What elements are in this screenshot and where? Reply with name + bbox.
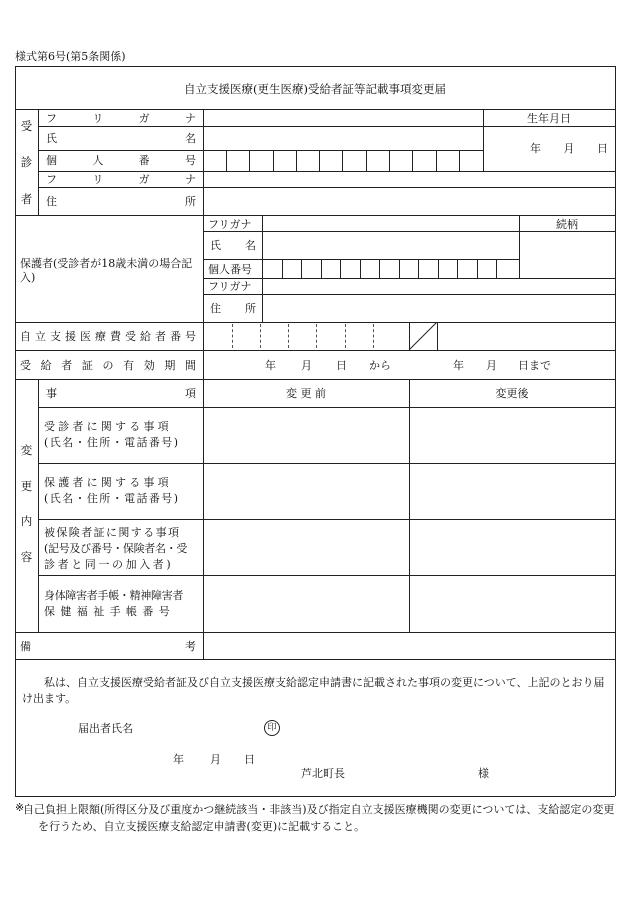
change-row-3-after-field[interactable] (410, 520, 614, 574)
applicant-name-label: 届出者氏名 (78, 722, 133, 735)
guardian-address-furigana-field[interactable] (263, 279, 614, 293)
patient-address-label: 住 所 (46, 195, 196, 208)
remarks-label: 備 考 (20, 640, 196, 653)
patient-address-furigana-label: フ リ ガ ナ (46, 173, 196, 186)
patient-name-label: 氏 名 (46, 132, 196, 145)
patient-group-label: 受 診 者 (20, 119, 33, 206)
guardian-group-label: 保護者(受診者が18歳未満の場合記入) (20, 257, 193, 284)
recipient-number-field[interactable] (204, 323, 408, 349)
form-number: 様式第6号(第5条関係) (15, 50, 126, 63)
validity-from-suffix: から (369, 359, 391, 372)
relationship-field[interactable] (520, 232, 614, 277)
patient-furigana-label: フ リ ガ ナ (46, 112, 196, 125)
change-row-3-before-field[interactable] (204, 520, 408, 574)
validity-from-day: 日 (336, 359, 347, 372)
guardian-name-label: 氏 名 (210, 239, 256, 252)
date-month: 月 (210, 753, 221, 766)
changes-after-header: 変更後 (495, 387, 529, 400)
validity-from-month: 月 (301, 359, 312, 372)
patient-furigana-field[interactable] (204, 110, 482, 125)
validity-field[interactable] (204, 351, 614, 378)
changes-group-label: 変 更 内 容 (20, 443, 33, 564)
guardian-address-label: 住 所 (210, 302, 256, 315)
declaration-text: 私は、自立支援医療受給者証及び自立支援医療支給認定申請書に記載された事項の変更について、上記のとおり届け出ます。 (22, 676, 605, 705)
validity-to-month: 月 (486, 359, 497, 372)
validity-to-suffix: 日まで (518, 359, 551, 372)
note-text: 自己負担上限額(所得区分及び重度かつ継続該当・非該当)及び指定自立支援医療機関の変更については、支給認定の変更を行うため、自立支援医療支給認定申請書(変更)に記載すること。 (23, 803, 615, 833)
birth-date-label: 生年月日 (527, 112, 571, 125)
diagonal-mark (409, 322, 437, 350)
patient-personal-number-field[interactable] (204, 151, 482, 170)
validity-label: 受 給 者 証 の 有 効 期 間 (20, 359, 196, 372)
birth-date-field[interactable] (484, 127, 614, 170)
guardian-personal-number-label: 個人番号 (208, 263, 252, 276)
addressee: 芦北町長 (301, 767, 345, 780)
change-row-2-line1: 保護者に関する事項 (44, 476, 172, 489)
relationship-label: 続柄 (556, 218, 578, 231)
validity-from-year: 年 (265, 359, 276, 372)
change-row-3-line2: (記号及び番号・保険者名・受 (44, 542, 188, 555)
changes-item-header: 事 項 (46, 387, 196, 400)
change-row-4-line1: 身体障害者手帳・精神障害者 (44, 589, 184, 602)
change-row-3-line1: 被保険者証に関する事項 (44, 526, 181, 539)
patient-personal-number-label: 個 人 番 号 (46, 154, 196, 167)
guardian-address-furigana-label: フリガナ (208, 280, 252, 293)
change-row-4-after-field[interactable] (410, 576, 614, 631)
change-row-1-before-field[interactable] (204, 408, 408, 462)
change-row-2-line2: (氏名・住所・電話番号) (44, 492, 180, 505)
change-row-1-line1: 受診者に関する事項 (44, 420, 172, 433)
patient-address-furigana-field[interactable] (204, 172, 614, 186)
change-row-4-before-field[interactable] (204, 576, 408, 631)
birth-date-units: 年 月 日 (530, 142, 608, 155)
remarks-field[interactable] (204, 633, 614, 658)
changes-before-header: 変 更 前 (286, 387, 326, 400)
guardian-personal-number-field[interactable] (263, 260, 518, 277)
change-row-3-line3: 診者と同一の加入者) (44, 558, 174, 571)
validity-to-year: 年 (453, 359, 464, 372)
date-day: 日 (244, 753, 255, 766)
honorific: 様 (478, 767, 489, 780)
guardian-name-field[interactable] (263, 232, 518, 258)
seal-mark: 印 (264, 720, 280, 736)
change-row-1-after-field[interactable] (410, 408, 614, 462)
change-row-2-before-field[interactable] (204, 464, 408, 518)
note-mark: ※ (15, 801, 25, 814)
date-year: 年 (173, 753, 184, 766)
form-title: 自立支援医療(更生医療)受給者証等記載事項変更届 (184, 82, 446, 96)
change-row-4-line2: 保健福祉手帳番号 (44, 605, 176, 618)
patient-name-field[interactable] (204, 127, 482, 149)
guardian-furigana-label: フリガナ (208, 218, 252, 231)
patient-address-field[interactable] (204, 188, 614, 214)
guardian-furigana-field[interactable] (263, 216, 518, 230)
recipient-number-label: 自 立 支 援 医 療 費 受 給 者 番 号 (20, 330, 196, 343)
change-row-1-line2: (氏名・住所・電話番号) (44, 436, 180, 449)
applicant-name-field[interactable] (140, 718, 260, 736)
guardian-address-field[interactable] (263, 295, 614, 321)
change-row-2-after-field[interactable] (410, 464, 614, 518)
